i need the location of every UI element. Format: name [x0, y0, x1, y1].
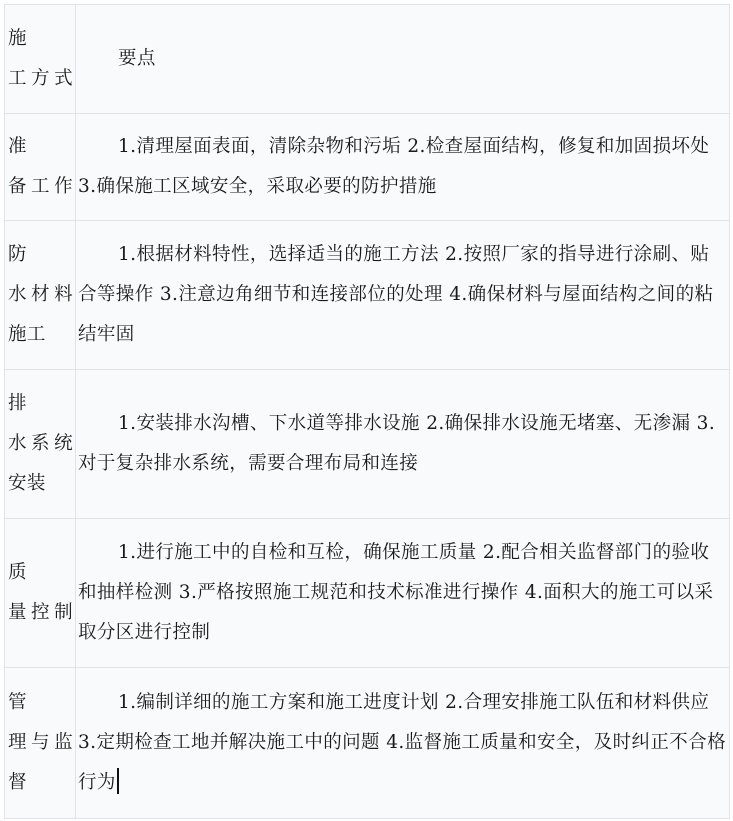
row-method-line2: 水材料	[8, 284, 73, 305]
row-points-text: 1.清理屋面表面，清除杂物和污垢 2.检查屋面结构，修复和加固损坏处 3.确保施工区域安全，采取必要的防护措施	[78, 136, 710, 197]
row-method-line2: 量控制	[8, 602, 73, 623]
row-method-line2: 水系统	[8, 433, 73, 454]
table-row	[5, 668, 730, 819]
table-row	[5, 370, 730, 519]
row-points-cell[interactable]	[76, 370, 730, 519]
row-method-line2: 理与监	[8, 732, 73, 753]
header-method-line2: 工方式	[8, 68, 73, 89]
row-method-line1: 排	[8, 393, 27, 414]
header-points-cell[interactable]	[76, 5, 730, 114]
row-method-cell[interactable]	[5, 221, 76, 370]
row-method-line1: 防	[8, 244, 27, 265]
row-points-cell[interactable]	[76, 519, 730, 668]
text-cursor	[117, 768, 119, 794]
row-method-line1: 质	[8, 562, 27, 583]
row-method-line3: 安装	[8, 473, 46, 494]
table-row	[5, 221, 730, 370]
row-method-cell[interactable]	[5, 370, 76, 519]
row-method-cell[interactable]	[5, 519, 76, 668]
row-points-text: 1.进行施工中的自检和互检，确保施工质量 2.配合相关监督部门的验收和抽样检测 3.严格按照施工规范和技术标准进行操作 4.面积大的施工可以采取分区进行控制	[78, 542, 714, 643]
row-points-text: 1.编制详细的施工方案和施工进度计划 2.合理安排施工队伍和材料供应 3.定期检查工地并解决施工中的问题 4.监督施工质量和安全，及时纠正不合格行为	[78, 692, 726, 793]
row-method-line2: 备工作	[8, 176, 73, 197]
row-method-line3: 督	[8, 772, 27, 793]
row-points-cell[interactable]	[76, 668, 730, 819]
row-points-text: 1.安装排水沟槽、下水道等排水设施 2.确保排水设施无堵塞、无渗漏 3.对于复杂排水系统，需要合理布局和连接	[78, 413, 716, 474]
row-method-cell[interactable]	[5, 668, 76, 819]
header-method-line1: 施	[8, 28, 27, 49]
row-points-cell[interactable]	[76, 221, 730, 370]
construction-points-table	[4, 4, 730, 819]
row-method-line3: 施工	[8, 324, 46, 345]
header-points-label: 要点	[118, 48, 156, 69]
header-method-cell[interactable]	[5, 5, 76, 114]
row-points-text: 1.根据材料特性，选择适当的施工方法 2.按照厂家的指导进行涂刷、贴合等操作 3.注意边角细节和连接部位的处理 4.确保材料与屋面结构之间的粘结牢固	[78, 244, 714, 345]
row-method-line1: 管	[8, 692, 27, 713]
row-method-line1: 准	[8, 136, 27, 157]
row-points-cell[interactable]	[76, 114, 730, 221]
table-row	[5, 114, 730, 221]
row-method-cell[interactable]	[5, 114, 76, 221]
table-header-row	[5, 5, 730, 114]
table-row	[5, 519, 730, 668]
